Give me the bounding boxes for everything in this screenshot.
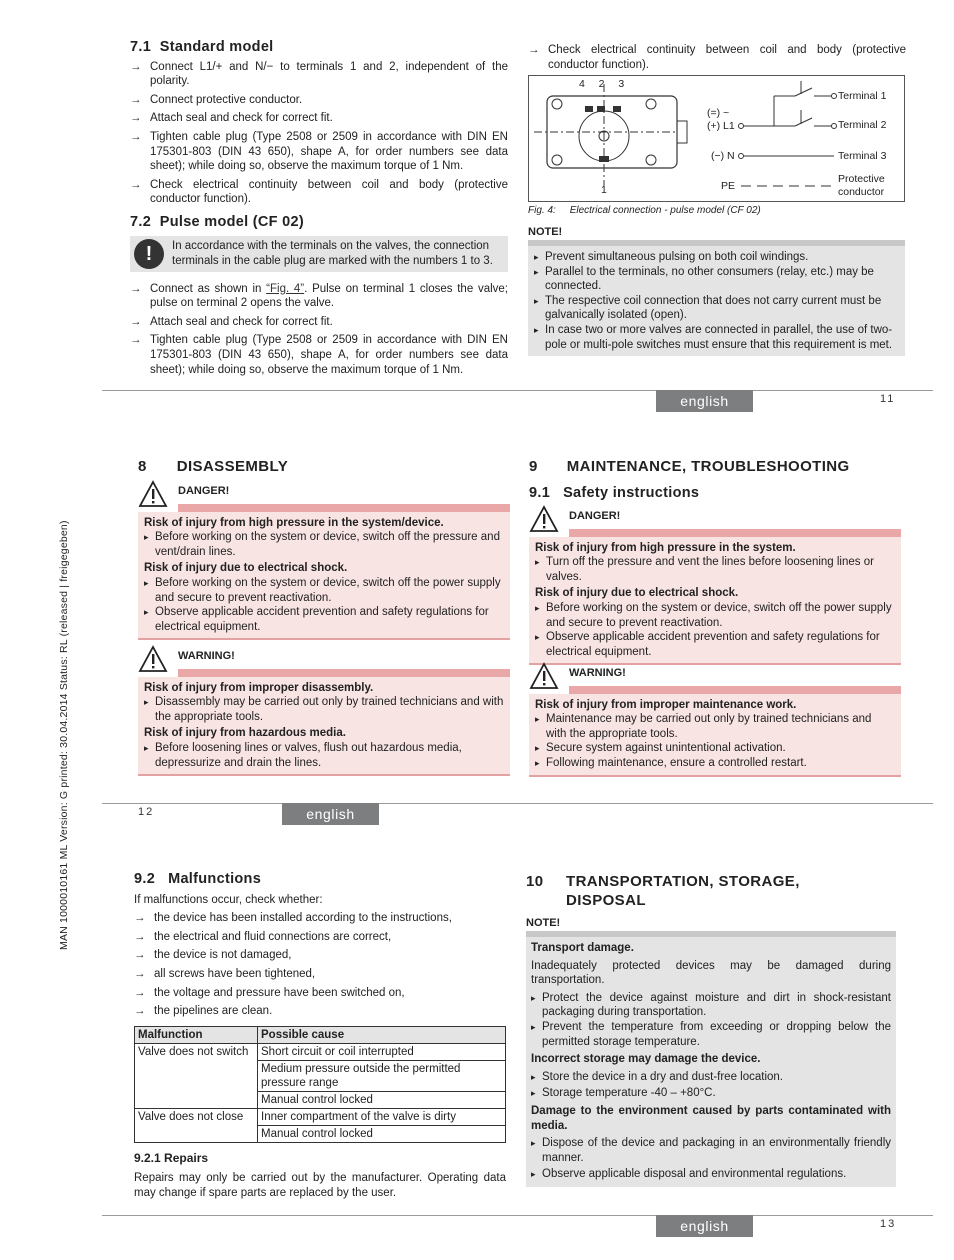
instruction-step: → Tighten cable plug (Type 2508 or 2509 in accordance with DIN EN 175301-803 (DIN 43 650), shape A, for order numbers see data sheet); while doing so, observe the maximum torque of 1 Nm.	[130, 130, 508, 173]
danger-heading: Risk of injury from high pressure in the system/device.	[144, 516, 444, 529]
danger-content	[529, 537, 901, 666]
danger-heading: Risk of injury from high pressure in the system.	[535, 541, 796, 554]
side-meta-text: MAN 1000010161 ML Version: G printed: 30.04.2014 Status: RL (released | freigegeben)	[58, 520, 70, 950]
danger-label: DANGER!	[569, 510, 621, 522]
note-box	[526, 931, 896, 1187]
danger-label: DANGER!	[178, 485, 230, 497]
section-7-1-heading: 7.1 Standard model	[130, 39, 274, 55]
check-item: → the voltage and pressure have been switched on,	[134, 986, 405, 999]
page-11-left-column	[130, 40, 508, 381]
instruction-step: → Tighten cable plug (Type 2508 or 2509 in accordance with DIN EN 175301-803 (DIN 43 650), shape A, for order numbers see data sheet); while doing so, observe the maximum torque of 1 Nm.	[130, 334, 508, 376]
instruction-step: → Attach seal and check for correct fit.	[130, 315, 333, 328]
warning-triangle-icon	[138, 480, 168, 508]
danger-block	[138, 480, 510, 640]
danger-block	[529, 505, 901, 665]
instruction-step: → Connect protective conductor.	[130, 93, 303, 106]
danger-bar	[569, 529, 901, 537]
table-cell: Inner compartment of the valve is dirty	[258, 1108, 506, 1125]
warning-label: WARNING!	[178, 650, 235, 662]
warning-label: WARNING!	[569, 667, 626, 679]
warning-item: ▸ Following maintenance, ensure a controlled restart.	[535, 756, 895, 771]
warning-item: ▸ Maintenance may be carried out only by trained technicians and with the appropriate tools.	[535, 712, 895, 741]
note-box	[528, 240, 905, 356]
note-item: ▸ Prevent simultaneous pulsing on both coil windings.	[534, 250, 899, 265]
note-item: ▸ Store the device in a dry and dust-free location.	[531, 1070, 891, 1085]
warning-content	[138, 677, 510, 777]
note-item: ▸ In case two or more valves are connected in parallel, the use of two-pole or multi-pole switches must ensure that this requirement is met.	[534, 323, 899, 352]
pin-numbers-top: 4 2 3	[579, 78, 625, 90]
section-9-1-heading: 9.1 Safety instructions	[529, 485, 700, 501]
table-cell: Short circuit or coil interrupted	[258, 1043, 506, 1060]
intro-text: If malfunctions occur, check whether:	[134, 893, 323, 906]
page-number: 12	[138, 806, 155, 818]
page-number: 13	[880, 1218, 897, 1230]
note-label: NOTE!	[526, 917, 561, 929]
note-item: ▸ Observe applicable disposal and environmental regulations.	[531, 1167, 891, 1182]
check-item: → the pipelines are clean.	[134, 1005, 273, 1018]
note-item: ▸ The respective coil connection that does not carry current must be galvanically isolated (open).	[534, 294, 899, 323]
danger-item: ▸ Before working on the system or device, switch off the power supply and secure to prevent reactivation.	[144, 576, 504, 605]
terminal-3-label: Terminal 3	[838, 150, 887, 162]
page-12-footer-line	[102, 803, 933, 804]
note-heading: Damage to the environment caused by parts contaminated with media.	[531, 1104, 891, 1132]
section-9-heading: 9 MAINTENANCE, TROUBLESHOOTING	[529, 458, 850, 475]
warning-bar	[569, 686, 901, 694]
fig-4-link[interactable]: “Fig. 4”	[266, 282, 305, 295]
warning-item: ▸ Before loosening lines or valves, flush out hazardous media, depressurize and drain the lines.	[144, 741, 504, 770]
section-8-heading: 8 DISASSEMBLY	[138, 458, 289, 475]
table-cell: Medium pressure outside the permitted pressure range	[258, 1060, 506, 1091]
repairs-text: Repairs may only be carried out by the manufacturer. Operating data may change if spare parts are replaced by the user.	[134, 1172, 506, 1199]
figure-4-caption: Fig. 4: Electrical connection - pulse model (CF 02)	[528, 205, 761, 216]
terminal-2-label: Terminal 2	[838, 119, 887, 131]
protective-label-2: conductor	[838, 186, 885, 198]
warning-item: ▸ Secure system against unintentional activation.	[535, 741, 895, 756]
instruction-step: → Attach seal and check for correct fit.	[130, 112, 333, 125]
check-item: → the device has been installed according to the instructions,	[134, 912, 452, 925]
section-7-2-heading: 7.2 Pulse model (CF 02)	[130, 213, 305, 230]
malfunction-table	[134, 1026, 506, 1143]
instruction-step: → Check electrical continuity between coil and body (protective conductor function).	[130, 178, 508, 206]
danger-bar	[178, 504, 510, 512]
check-item: → the device is not damaged,	[134, 949, 292, 962]
l1-label-b: (+) L1	[707, 120, 735, 132]
danger-heading: Risk of injury due to electrical shock.	[144, 562, 348, 575]
note-item: ▸ Protect the device against moisture and dirt in shock-resistant packaging during transportation.	[531, 991, 891, 1020]
terminal-1-label: Terminal 1	[838, 90, 887, 102]
warning-heading: Risk of injury from hazardous media.	[144, 727, 346, 740]
page-11-right-column	[528, 43, 906, 76]
page-number: 11	[880, 393, 896, 405]
pe-label: PE	[721, 180, 736, 192]
instruction-step: → Check electrical continuity between coil and body (protective conductor function).	[528, 44, 906, 71]
note-heading: Transport damage.	[531, 942, 634, 954]
table-header-cell: Possible cause	[258, 1026, 506, 1043]
check-item: → all screws have been tightened,	[134, 967, 316, 980]
table-header-cell: Malfunction	[135, 1026, 258, 1043]
section-9-2-heading: 9.2 Malfunctions	[134, 871, 262, 887]
note-item: ▸ Parallel to the terminals, no other consumers (relay, etc.) may be connected.	[534, 265, 899, 294]
warning-heading: Risk of injury from improper maintenance work.	[535, 698, 797, 711]
note-item: ▸ Storage temperature -40 – +80°C.	[531, 1086, 891, 1101]
warning-heading: Risk of injury from improper disassembly.	[144, 681, 374, 694]
l1-label-a: (=) ~	[707, 107, 730, 119]
danger-heading: Risk of injury due to electrical shock.	[535, 587, 739, 600]
note-text: Inadequately protected devices may be damaged during transportation.	[531, 959, 891, 987]
language-label: english	[282, 803, 379, 825]
danger-item: ▸ Before working on the system or device, switch off the pressure and vent/drain lines.	[144, 530, 504, 559]
exclamation-icon: !	[134, 239, 164, 269]
page-11-footer-line	[102, 390, 933, 391]
danger-item: ▸ Before working on the system or device, switch off the power supply and secure to prevent reactivation.	[535, 601, 895, 630]
protective-label-1: Protective	[838, 173, 885, 185]
page-13-footer-line	[102, 1215, 933, 1216]
danger-item: ▸ Observe applicable accident prevention and safety regulations for electrical equipment.	[144, 605, 504, 634]
warning-bar	[178, 669, 510, 677]
n-label: (−) N	[711, 150, 735, 162]
table-header-row	[135, 1026, 506, 1043]
table-cell: Manual control locked	[258, 1125, 506, 1142]
note-heading: Incorrect storage may damage the device.	[531, 1053, 761, 1066]
table-cell: Valve does not switch	[135, 1043, 258, 1108]
info-box: ! In accordance with the terminals on the valves, the connection terminals in the cable plug are marked with the numbers 1 to 3.	[130, 236, 508, 272]
warning-block	[529, 662, 901, 777]
note-item: ▸ Prevent the temperature from exceeding or dropping below the permitted storage temperature.	[531, 1020, 891, 1049]
pin-number-bottom: 1	[601, 184, 607, 196]
language-label: english	[656, 1215, 753, 1237]
table-row	[135, 1043, 506, 1060]
danger-item: ▸ Observe applicable accident prevention and safety regulations for electrical equipment.	[535, 630, 895, 659]
section-9-2-1-heading: 9.2.1 Repairs	[134, 1150, 209, 1165]
section-10-heading: 10 TRANSPORTATION, STORAGE, DISPOSAL	[526, 873, 800, 909]
warning-content	[529, 694, 901, 777]
table-row	[135, 1108, 506, 1125]
instruction-step: → Connect L1/+ and N/− to terminals 1 and 2, independent of the polarity.	[130, 60, 508, 88]
figure-4-wiring-diagram	[528, 75, 905, 202]
note-item: ▸ Dispose of the device and packaging in an environmentally friendly manner.	[531, 1136, 891, 1165]
danger-content	[138, 512, 510, 641]
warning-triangle-icon	[529, 505, 559, 533]
warning-triangle-icon	[529, 662, 559, 690]
check-item: → the electrical and fluid connections are correct,	[134, 930, 392, 943]
warning-block	[138, 645, 510, 776]
warning-triangle-icon	[138, 645, 168, 673]
danger-item: ▸ Turn off the pressure and vent the lines before loosening lines or valves.	[535, 555, 895, 584]
warning-item: ▸ Disassembly may be carried out only by trained technicians and with the appropriate tools.	[144, 695, 504, 724]
language-label: english	[656, 390, 753, 412]
table-cell: Manual control locked	[258, 1091, 506, 1108]
note-label: NOTE!	[528, 226, 563, 238]
table-cell: Valve does not close	[135, 1108, 258, 1142]
instruction-step: → Connect as shown in “Fig. 4”. Pulse on terminal 1 closes the valve; pulse on terminal 2 opens the valve.	[130, 282, 509, 310]
page-13-left-column	[134, 872, 506, 1201]
